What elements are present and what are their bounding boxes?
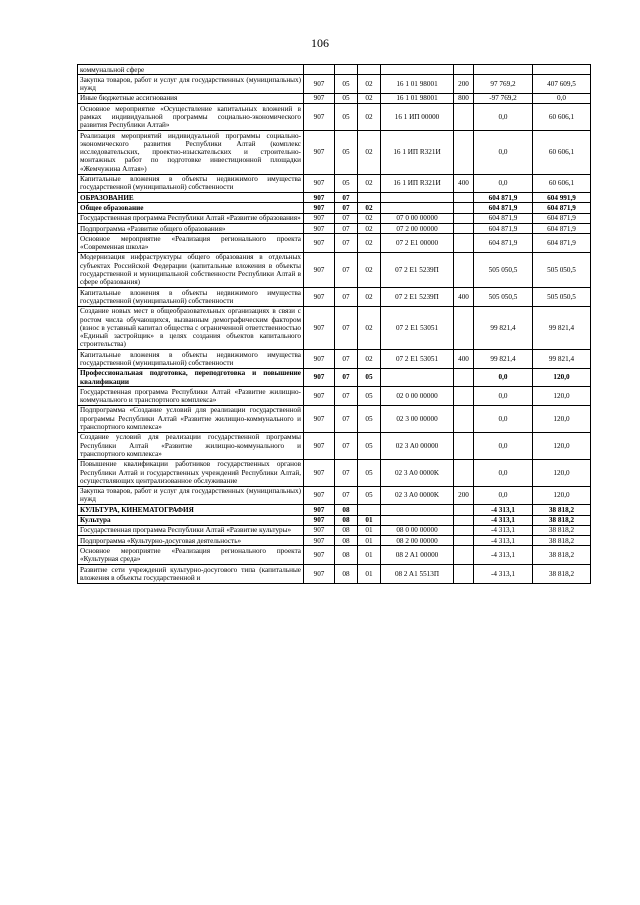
expense-type-code: 400: [454, 174, 474, 193]
row-name: Создание условий для реализации государственной программы Республики Алтай «Развитие жилищно-коммунального и транспортного комплекса»: [78, 432, 304, 459]
target-article-code: 02 3 A0 0000K: [381, 459, 454, 486]
target-article-code: 02 0 00 00000: [381, 387, 454, 406]
amount-change: -4 313,1: [474, 525, 533, 535]
expense-type-code: 400: [454, 350, 474, 369]
row-name: Повышение квалификации работников государственных органов Республики Алтай и государственных учреждений Республики Алтай, осуществляющих централизованное обслуживание: [78, 459, 304, 486]
amount-total: 505 050,5: [533, 252, 591, 287]
row-name: Основное мероприятие «Осуществление капитальных вложений в рамках индивидуальной программы социально-экономического развития Республики Алтай»: [78, 104, 304, 131]
row-name: Государственная программа Республики Алтай «Развитие жилищно-коммунального и транспортного комплекса»: [78, 387, 304, 406]
table-row: [78, 405, 591, 432]
table-row: [78, 203, 591, 213]
section-code: 07: [335, 368, 358, 387]
section-code: 07: [335, 387, 358, 406]
expense-type-code: [454, 213, 474, 223]
amount-change: 0,0: [474, 368, 533, 387]
target-article-code: 07 2 E1 00000: [381, 234, 454, 253]
section-code: 08: [335, 536, 358, 546]
ved-code: 907: [304, 459, 335, 486]
target-article-code: 08 2 00 00000: [381, 536, 454, 546]
table-row: [78, 505, 591, 515]
row-name: Культура: [78, 515, 304, 525]
table-row: [78, 252, 591, 287]
expense-type-code: [454, 565, 474, 584]
expense-type-code: [454, 405, 474, 432]
amount-total: 99 821,4: [533, 306, 591, 349]
row-name: Капитальные вложения в объекты недвижимого имущества государственной (муниципальной) собственности: [78, 288, 304, 307]
amount-total: 60 606,1: [533, 131, 591, 174]
amount-total: 60 606,1: [533, 104, 591, 131]
ved-code: 907: [304, 515, 335, 525]
amount-change: 604 871,9: [474, 234, 533, 253]
table-body: [78, 65, 591, 584]
subsection-code: 02: [358, 350, 381, 369]
target-article-code: 07 2 00 00000: [381, 224, 454, 234]
table-row: [78, 546, 591, 565]
amount-total: 120,0: [533, 387, 591, 406]
table-row: [78, 104, 591, 131]
ved-code: 907: [304, 432, 335, 459]
section-code: 07: [335, 213, 358, 223]
row-name: Реализация мероприятий индивидуальной программы социально-экономического развития Республики Алтай (комплекс исследовательских, проектно-изыскательских и строительно-монтажных работ по подготовке инвестиционной площадки «Жемчужина Алтая»): [78, 131, 304, 174]
target-article-code: 02 3 A0 0000K: [381, 486, 454, 505]
target-article-code: 07 2 E1 53051: [381, 350, 454, 369]
section-code: 08: [335, 525, 358, 535]
amount-total: 120,0: [533, 368, 591, 387]
subsection-code: 05: [358, 486, 381, 505]
ved-code: 907: [304, 252, 335, 287]
subsection-code: 05: [358, 405, 381, 432]
target-article-code: 07 2 E1 53051: [381, 306, 454, 349]
target-article-code: 16 1 ИП 00000: [381, 104, 454, 131]
table-row: [78, 515, 591, 525]
table-row: [78, 174, 591, 193]
amount-change: 97 769,2: [474, 75, 533, 94]
section-code: 07: [335, 234, 358, 253]
amount-change: 0,0: [474, 486, 533, 505]
target-article-code: 02 3 00 00000: [381, 405, 454, 432]
expense-type-code: 800: [454, 93, 474, 103]
section-code: 07: [335, 306, 358, 349]
table-row: [78, 387, 591, 406]
expense-type-code: [454, 387, 474, 406]
subsection-code: 02: [358, 131, 381, 174]
target-article-code: 08 2 A1 00000: [381, 546, 454, 565]
expense-type-code: [454, 525, 474, 535]
row-name: Развитие сети учреждений культурно-досугового типа (капитальные вложения в объекты государственной и: [78, 565, 304, 584]
expense-type-code: [454, 224, 474, 234]
section-code: 05: [335, 104, 358, 131]
ved-code: 907: [304, 75, 335, 94]
ved-code: 907: [304, 288, 335, 307]
section-code: 05: [335, 75, 358, 94]
section-code: 08: [335, 515, 358, 525]
expense-type-code: [454, 432, 474, 459]
section-code: [335, 65, 358, 75]
table-row: [78, 368, 591, 387]
amount-total: [533, 65, 591, 75]
amount-total: 407 609,5: [533, 75, 591, 94]
subsection-code: 02: [358, 203, 381, 213]
amount-total: 604 871,9: [533, 203, 591, 213]
ved-code: 907: [304, 93, 335, 103]
row-name: Капитальные вложения в объекты недвижимого имущества государственной (муниципальной) собственности: [78, 350, 304, 369]
amount-total: 38 818,2: [533, 515, 591, 525]
amount-total: 604 871,9: [533, 234, 591, 253]
expense-type-code: [454, 536, 474, 546]
target-article-code: 07 0 00 00000: [381, 213, 454, 223]
target-article-code: [381, 193, 454, 203]
ved-code: 907: [304, 203, 335, 213]
section-code: 07: [335, 459, 358, 486]
ved-code: 907: [304, 525, 335, 535]
subsection-code: 05: [358, 387, 381, 406]
target-article-code: 16 1 ИП R321И: [381, 131, 454, 174]
ved-code: 907: [304, 213, 335, 223]
section-code: 05: [335, 93, 358, 103]
row-name: КУЛЬТУРА, КИНЕМАТОГРАФИЯ: [78, 505, 304, 515]
expense-type-code: [454, 515, 474, 525]
ved-code: 907: [304, 405, 335, 432]
amount-total: 120,0: [533, 459, 591, 486]
amount-change: -4 313,1: [474, 515, 533, 525]
table-row: [78, 65, 591, 75]
table-row: [78, 459, 591, 486]
section-code: 07: [335, 405, 358, 432]
subsection-code: 02: [358, 288, 381, 307]
subsection-code: 02: [358, 75, 381, 94]
amount-change: 604 871,9: [474, 224, 533, 234]
target-article-code: [381, 65, 454, 75]
amount-total: 120,0: [533, 432, 591, 459]
ved-code: 907: [304, 193, 335, 203]
section-code: 08: [335, 546, 358, 565]
row-name: коммунальной сфере: [78, 65, 304, 75]
subsection-code: 01: [358, 515, 381, 525]
ved-code: 907: [304, 350, 335, 369]
row-name: Закупка товаров, работ и услуг для государственных (муниципальных) нужд: [78, 486, 304, 505]
expense-type-code: [454, 368, 474, 387]
amount-total: 505 050,5: [533, 288, 591, 307]
expense-type-code: [454, 252, 474, 287]
amount-change: 99 821,4: [474, 350, 533, 369]
ved-code: 907: [304, 174, 335, 193]
row-name: Закупка товаров, работ и услуг для государственных (муниципальных) нужд: [78, 75, 304, 94]
amount-total: 604 991,9: [533, 193, 591, 203]
target-article-code: 08 2 A1 5513П: [381, 565, 454, 584]
amount-change: 0,0: [474, 387, 533, 406]
amount-change: 505 050,5: [474, 252, 533, 287]
target-article-code: 08 0 00 00000: [381, 525, 454, 535]
subsection-code: 02: [358, 213, 381, 223]
ved-code: 907: [304, 306, 335, 349]
table-row: [78, 213, 591, 223]
section-code: 07: [335, 193, 358, 203]
table-row: [78, 536, 591, 546]
amount-total: 604 871,9: [533, 213, 591, 223]
row-name: Общее образование: [78, 203, 304, 213]
section-code: 07: [335, 203, 358, 213]
ved-code: 907: [304, 536, 335, 546]
table-row: [78, 525, 591, 535]
row-name: Подпрограмма «Создание условий для реализации государственной программы Республики Алтай «Развитие жилищно-коммунального и транспортного комплекса»: [78, 405, 304, 432]
amount-change: 0,0: [474, 131, 533, 174]
section-code: 07: [335, 486, 358, 505]
target-article-code: 07 2 E1 5239П: [381, 288, 454, 307]
row-name: Создание новых мест в общеобразовательных организациях в связи с ростом числа обучающихся, вызванным демографическим фактором (взнос в уставный капитал общества с ограниченной ответственностью «Единый застройщик» в целях создания объектов капитального строительства): [78, 306, 304, 349]
table-row: [78, 486, 591, 505]
subsection-code: 02: [358, 104, 381, 131]
table-row: [78, 432, 591, 459]
amount-total: 604 871,9: [533, 224, 591, 234]
amount-total: 120,0: [533, 486, 591, 505]
amount-total: 38 818,2: [533, 536, 591, 546]
section-code: 05: [335, 131, 358, 174]
amount-change: 604 871,9: [474, 203, 533, 213]
amount-change: 0,0: [474, 174, 533, 193]
ved-code: 907: [304, 546, 335, 565]
expense-type-code: 200: [454, 75, 474, 94]
ved-code: 907: [304, 234, 335, 253]
table-row: [78, 350, 591, 369]
section-code: 05: [335, 174, 358, 193]
amount-change: -4 313,1: [474, 546, 533, 565]
target-article-code: [381, 505, 454, 515]
table-row: [78, 193, 591, 203]
row-name: Основное мероприятие «Реализация регионального проекта «Современная школа»: [78, 234, 304, 253]
budget-table: [77, 64, 591, 584]
table-row: [78, 306, 591, 349]
amount-change: 0,0: [474, 459, 533, 486]
subsection-code: 02: [358, 174, 381, 193]
table-row: [78, 93, 591, 103]
amount-total: 38 818,2: [533, 505, 591, 515]
row-name: Основное мероприятие «Реализация регионального проекта «Культурная среда»: [78, 546, 304, 565]
subsection-code: 01: [358, 536, 381, 546]
subsection-code: 05: [358, 432, 381, 459]
ved-code: 907: [304, 104, 335, 131]
section-code: 08: [335, 505, 358, 515]
row-name: Иные бюджетные ассигнования: [78, 93, 304, 103]
section-code: 07: [335, 288, 358, 307]
amount-total: 0,0: [533, 93, 591, 103]
table-row: [78, 75, 591, 94]
expense-type-code: [454, 131, 474, 174]
amount-change: 0,0: [474, 432, 533, 459]
subsection-code: [358, 65, 381, 75]
amount-total: 38 818,2: [533, 565, 591, 584]
ved-code: 907: [304, 387, 335, 406]
expense-type-code: [454, 505, 474, 515]
amount-change: 604 871,9: [474, 193, 533, 203]
target-article-code: 16 1 01 98001: [381, 93, 454, 103]
section-code: 07: [335, 350, 358, 369]
table-row: [78, 234, 591, 253]
subsection-code: 01: [358, 565, 381, 584]
subsection-code: [358, 505, 381, 515]
ved-code: 907: [304, 368, 335, 387]
subsection-code: 01: [358, 546, 381, 565]
amount-change: 0,0: [474, 405, 533, 432]
target-article-code: 16 1 ИП R321И: [381, 174, 454, 193]
target-article-code: 16 1 01 98001: [381, 75, 454, 94]
subsection-code: 02: [358, 252, 381, 287]
amount-change: 604 871,9: [474, 213, 533, 223]
expense-type-code: 200: [454, 486, 474, 505]
ved-code: 907: [304, 131, 335, 174]
expense-type-code: [454, 104, 474, 131]
ved-code: 907: [304, 486, 335, 505]
target-article-code: 07 2 E1 5239П: [381, 252, 454, 287]
subsection-code: 02: [358, 224, 381, 234]
ved-code: 907: [304, 224, 335, 234]
row-name: Профессиональная подготовка, переподготовка и повышение квалификации: [78, 368, 304, 387]
amount-total: 60 606,1: [533, 174, 591, 193]
target-article-code: [381, 203, 454, 213]
subsection-code: 02: [358, 306, 381, 349]
ved-code: 907: [304, 565, 335, 584]
subsection-code: [358, 193, 381, 203]
section-code: 07: [335, 252, 358, 287]
amount-total: 120,0: [533, 405, 591, 432]
amount-total: 99 821,4: [533, 350, 591, 369]
amount-change: 0,0: [474, 104, 533, 131]
subsection-code: 01: [358, 525, 381, 535]
expense-type-code: [454, 234, 474, 253]
expense-type-code: [454, 546, 474, 565]
section-code: 07: [335, 224, 358, 234]
row-name: ОБРАЗОВАНИЕ: [78, 193, 304, 203]
amount-total: 38 818,2: [533, 546, 591, 565]
row-name: Государственная программа Республики Алтай «Развитие образования»: [78, 213, 304, 223]
expense-type-code: 400: [454, 288, 474, 307]
table-row: [78, 288, 591, 307]
table-row: [78, 131, 591, 174]
amount-change: -4 313,1: [474, 565, 533, 584]
target-article-code: [381, 368, 454, 387]
subsection-code: 05: [358, 459, 381, 486]
expense-type-code: [454, 459, 474, 486]
row-name: Государственная программа Республики Алтай «Развитие культуры»: [78, 525, 304, 535]
row-name: Подпрограмма «Культурно-досуговая деятельность»: [78, 536, 304, 546]
section-code: 08: [335, 565, 358, 584]
page-number: 106: [311, 36, 329, 50]
amount-change: -4 313,1: [474, 505, 533, 515]
row-name: Капитальные вложения в объекты недвижимого имущества государственной (муниципальной) собственности: [78, 174, 304, 193]
section-code: 07: [335, 432, 358, 459]
amount-change: 505 050,5: [474, 288, 533, 307]
subsection-code: 02: [358, 93, 381, 103]
amount-change: 99 821,4: [474, 306, 533, 349]
ved-code: [304, 65, 335, 75]
expense-type-code: [454, 193, 474, 203]
table-row: [78, 224, 591, 234]
amount-change: -97 769,2: [474, 93, 533, 103]
row-name: Модернизация инфраструктуры общего образования в отдельных субъектах Российской Федерации (капитальные вложения в объекты государственной и муниципальной собственности Республики Алтай в сфере образования): [78, 252, 304, 287]
subsection-code: 02: [358, 234, 381, 253]
table-row: [78, 565, 591, 584]
amount-change: -4 313,1: [474, 536, 533, 546]
expense-type-code: [454, 65, 474, 75]
row-name: Подпрограмма «Развитие общего образования»: [78, 224, 304, 234]
subsection-code: 05: [358, 368, 381, 387]
target-article-code: [381, 515, 454, 525]
expense-type-code: [454, 203, 474, 213]
amount-total: 38 818,2: [533, 525, 591, 535]
expense-type-code: [454, 306, 474, 349]
amount-change: [474, 65, 533, 75]
target-article-code: 02 3 A0 00000: [381, 432, 454, 459]
ved-code: 907: [304, 505, 335, 515]
